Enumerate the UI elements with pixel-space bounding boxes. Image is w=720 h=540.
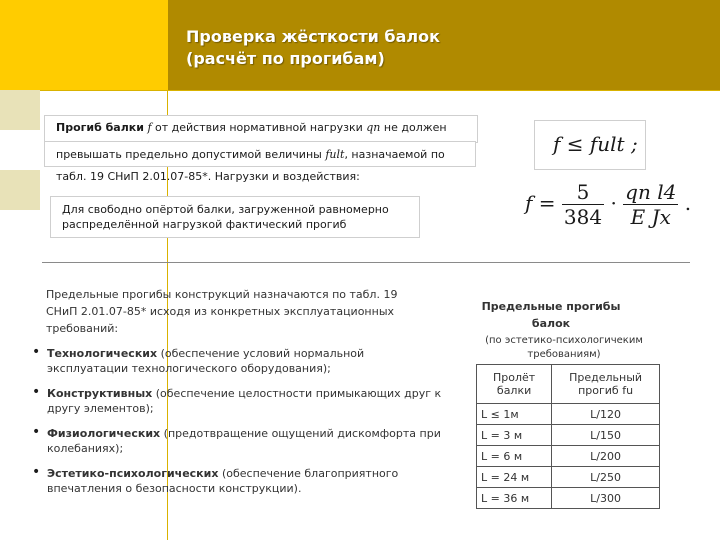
table-title — [478, 298, 624, 332]
limit-cell: L/250 — [552, 467, 660, 488]
table-subtitle-line-2: требованиям) — [527, 349, 601, 360]
intro-line-3: табл. 19 СНиП 2.01.07-85*. Нагрузки и воздействия: — [56, 170, 360, 183]
coefficient-numerator: 5 — [562, 180, 604, 205]
decor-square — [0, 90, 40, 130]
deflection-check-formula: f ≤ fult ; — [553, 132, 638, 156]
symbol-f: f — [147, 121, 152, 134]
table-row — [477, 404, 660, 425]
column-header-span — [477, 365, 552, 404]
deflection-formula — [525, 180, 691, 229]
table-row — [477, 446, 660, 467]
span-cell: L = 6 м — [477, 446, 552, 467]
decor-square — [0, 170, 40, 210]
list-item — [32, 386, 442, 416]
symbol-fult: fult — [325, 148, 345, 161]
limit-cell: L/120 — [552, 404, 660, 425]
span-cell: L ≤ 1м — [477, 404, 552, 425]
simply-supported-line-2: распределённой нагрузкой фактический прогиб — [62, 218, 347, 231]
requirement-description: (обеспечение целостности примыкающих друг к другу элементов); — [47, 387, 442, 415]
requirement-description: (обеспечение условий нормальной эксплуатации технологического оборудования); — [47, 347, 365, 375]
list-item — [32, 346, 442, 376]
limits-intro-line-2: СНиП 2.01.07-85* исходя из конкретных эксплуатационных — [46, 305, 395, 318]
simply-supported-line-1: Для свободно опёртой балки, загруженной равномерно — [62, 203, 389, 216]
list-item — [32, 466, 442, 496]
list-item — [32, 426, 442, 456]
slide-title-line-1: Проверка жёсткости балок — [186, 27, 440, 46]
intro-line-2-text: превышать предельно допустимой величины — [56, 148, 326, 161]
column-header-limit-line-1: Предельный — [569, 371, 643, 384]
requirement-name: Конструктивных — [47, 387, 153, 400]
column-header-span-line-1: Пролёт — [492, 371, 536, 384]
limit-cell: L/300 — [552, 488, 660, 509]
table-row — [477, 467, 660, 488]
column-header-limit — [552, 365, 660, 404]
deflection-limits-table — [476, 364, 660, 509]
table-subtitle — [472, 334, 656, 362]
section-divider — [42, 262, 690, 263]
symbol-qn: qn — [366, 121, 381, 134]
variable-fraction — [623, 180, 678, 229]
intro-line-2 — [56, 148, 445, 162]
slide-title — [186, 26, 440, 70]
limits-intro-line-3: требований: — [46, 322, 119, 335]
requirement-name: Технологических — [47, 347, 158, 360]
requirement-name: Физиологических — [47, 427, 161, 440]
requirement-description: (обеспечение благоприятного впечатления о безопасности конструкции). — [47, 467, 399, 495]
table-title-line-1: Предельные прогибы — [481, 300, 621, 313]
span-cell: L = 36 м — [477, 488, 552, 509]
intro-line-1-end: не должен — [380, 121, 447, 134]
variable-numerator: qn l4 — [625, 180, 677, 204]
column-header-limit-line-2: прогиб fu — [578, 384, 634, 397]
deflection-term: Прогиб балки — [56, 121, 144, 134]
requirement-description: (предотвращение ощущений дискомфорта при колебаниях); — [47, 427, 441, 455]
coefficient-denominator: 384 — [563, 205, 603, 229]
requirements-list — [32, 346, 442, 506]
requirement-name: Эстетико-психологических — [47, 467, 219, 480]
table-header-row — [477, 365, 660, 404]
coefficient-fraction — [562, 180, 604, 229]
header-divider — [0, 90, 720, 91]
limits-intro-line-1: Предельные прогибы конструкций назначаются по табл. 19 — [46, 288, 398, 301]
limit-cell: L/150 — [552, 425, 660, 446]
intro-line-1 — [56, 121, 447, 135]
variable-denominator: E Jx — [630, 205, 671, 229]
span-cell: L = 24 м — [477, 467, 552, 488]
table-row — [477, 425, 660, 446]
intro-line-2-end: , назначаемой по — [344, 148, 445, 161]
span-cell: L = 3 м — [477, 425, 552, 446]
multiply-dot: · — [610, 191, 617, 215]
intro-line-1-text: от действия нормативной нагрузки — [151, 121, 367, 134]
table-subtitle-line-1: (по эстетико-психологичеким — [485, 335, 643, 346]
table-title-line-2: балок — [531, 317, 571, 330]
slide-title-line-2: (расчёт по прогибам) — [186, 49, 385, 68]
table-row — [477, 488, 660, 509]
column-header-span-line-2: балки — [496, 384, 532, 397]
header-accent-block — [0, 0, 168, 90]
formula-lhs: f = — [525, 191, 556, 215]
limit-cell: L/200 — [552, 446, 660, 467]
formula-end: . — [684, 191, 692, 215]
